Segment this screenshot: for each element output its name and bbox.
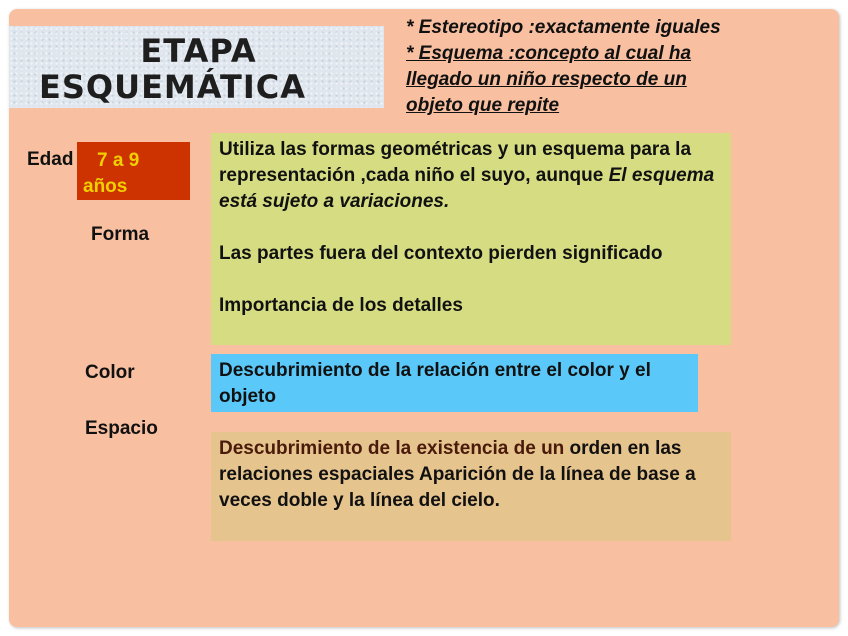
forma-paragraph-2: Las partes fuera del contexto pierden significado (219, 243, 663, 264)
age-range: 7 a 9 (97, 150, 140, 171)
age-text (83, 148, 188, 200)
definition-notes (406, 15, 826, 119)
espacio-text-dark: Descubrimiento de la existencia de un (219, 438, 565, 459)
espacio-text-normal: orden en las relaciones espaciales Aparición de la línea de base a veces doble y la línea del cielo. (219, 438, 696, 511)
age-box (77, 142, 190, 200)
forma-italic-text: El esquema está sujeto a variaciones. (219, 165, 715, 212)
label-espacio: Espacio (85, 418, 158, 439)
color-text: Descubrimiento de la relación entre el color y el objeto (219, 360, 651, 407)
note-esquema-line-2: llegado un niño respecto de un (406, 69, 687, 90)
spacer (219, 215, 723, 241)
label-color: Color (85, 362, 135, 383)
age-unit: años (83, 176, 128, 197)
note-esquema-line-1: * Esquema :concepto al cual ha (406, 43, 692, 64)
label-forma: Forma (91, 224, 150, 245)
forma-paragraph-3: Importancia de los detalles (219, 295, 463, 316)
note-esquema-line-3: objeto que repite (406, 95, 560, 116)
title-line-2: ESQUEMÁTICA (38, 68, 307, 106)
forma-box (211, 133, 731, 345)
slide (9, 9, 839, 627)
label-edad: Edad (27, 149, 74, 170)
spacer (219, 267, 723, 293)
forma-paragraph-1 (219, 137, 723, 215)
espacio-text (219, 436, 723, 514)
color-box (211, 354, 698, 412)
note-estereotipo: * Estereotipo :exactamente iguales (406, 17, 721, 38)
espacio-box (211, 432, 731, 541)
forma-text: Utiliza las formas geométricas y un esquema para la representación ,cada niño el suyo, aunque (219, 139, 692, 186)
title-line-1: ETAPA (140, 32, 257, 70)
title-box (9, 26, 384, 108)
